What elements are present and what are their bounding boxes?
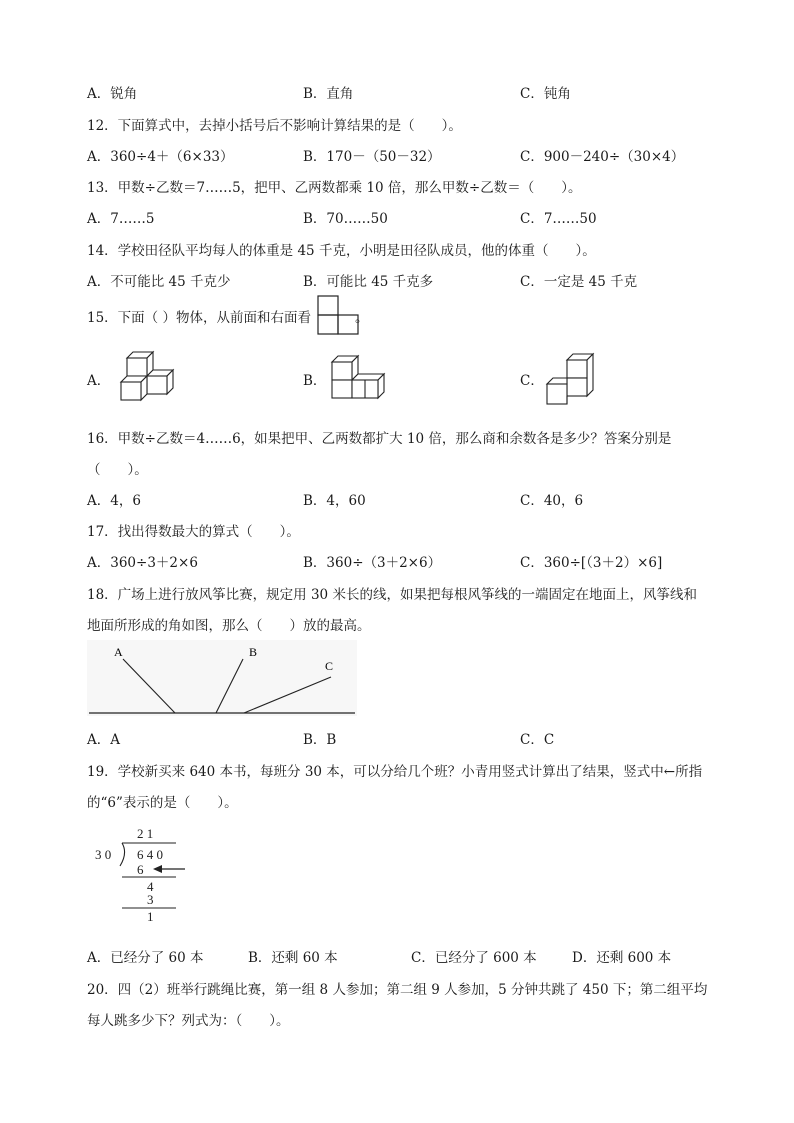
q17-option-a: A．360÷3＋2×6: [87, 555, 198, 571]
q19-stem-line1: 19．学校新买来 640 本书，每班分 30 本，可以分给几个班？小青用竖式计算出了结果，竖式中←所指: [87, 764, 703, 780]
q15-stem-before: 15．下面（ ）物体，从前面和右面看: [87, 310, 311, 326]
q16-option-a: A．4，6: [87, 493, 141, 509]
q13-stem: 13．甲数÷乙数＝7……5，把甲、乙两数都乘 10 倍，那么甲数÷乙数＝（ ）。: [87, 180, 582, 196]
q19-option-a: A．已经分了 60 本: [87, 950, 204, 966]
cube-figure-c: [543, 352, 599, 410]
kite-label-b: B: [249, 645, 258, 659]
q15-option-b: B．: [303, 373, 327, 389]
division-remainder: 1: [147, 909, 154, 924]
q16-stem-line1: 16．甲数÷乙数＝4……6，如果把甲、乙两数都扩大 10 倍，那么商和余数各是多少？答案分别是: [87, 431, 672, 447]
q16-option-c: C．40，6: [520, 493, 584, 509]
q12-stem: 12．下面算式中，去掉小括号后不影响计算结果的是（ ）。: [87, 118, 462, 134]
cube-figure-b: [326, 350, 388, 406]
division-step1: 6: [137, 862, 144, 877]
q13-option-c: C．7……50: [520, 211, 597, 227]
division-step2: 4: [147, 879, 154, 894]
q20-stem-line1: 20．四（2）班举行跳绳比赛，第一组 8 人参加；第二组 9 人参加，5 分钟共跳了 450 下；第二组平均: [87, 982, 708, 998]
kite-label-c: C: [325, 659, 334, 673]
q13-option-a: A．7……5: [87, 211, 155, 227]
kite-angle-figure: [87, 640, 357, 720]
q18-option-a: A．A: [87, 732, 120, 748]
q18-option-b: B．B: [303, 732, 337, 748]
q12-option-a: A．360÷4＋（6×33）: [87, 149, 234, 165]
long-division-figure: [90, 822, 190, 926]
q18-stem-line2: 地面所形成的角如图，那么（ ）放的最高。: [87, 618, 371, 634]
kite-label-a: A: [114, 645, 123, 659]
q16-stem-line2: （ ）。: [87, 462, 148, 478]
q18-option-c: C．C: [520, 732, 555, 748]
q14-option-b: B．可能比 45 千克多: [303, 274, 434, 290]
q14-stem: 14．学校田径队平均每人的体重是 45 千克，小明是田径队成员，他的体重（ ）。: [87, 243, 596, 259]
q17-stem: 17．找出得数最大的算式（ ）。: [87, 524, 300, 540]
q17-option-c: C．360÷[（3＋2）×6]: [520, 555, 663, 571]
q14-option-a: A．不可能比 45 千克少: [87, 274, 231, 290]
q18-stem-line1: 18．广场上进行放风筝比赛，规定用 30 米长的线，如果把每根风筝线的一端固定在地面上，风筝线和: [87, 587, 697, 603]
q19-option-b: B．还剩 60 本: [248, 950, 338, 966]
q20-stem-line2: 每人跳多少下？列式为：（ ）。: [87, 1013, 290, 1029]
q11-option-b: B．直角: [303, 86, 354, 102]
q16-option-b: B．4，60: [303, 493, 366, 509]
q12-option-c: C．900－240÷（30×4）: [520, 149, 685, 165]
q11-option-a: A．锐角: [87, 86, 138, 102]
q15-option-a: A．: [87, 373, 111, 389]
q19-option-c: C．已经分了 600 本: [411, 950, 537, 966]
q15-option-c: C．: [520, 373, 544, 389]
cube-figure-a: [115, 348, 177, 406]
q17-option-b: B．360÷（3＋2×6）: [303, 555, 442, 571]
q11-option-c: C．钝角: [520, 86, 571, 102]
division-quotient: 2 1: [137, 826, 154, 841]
division-step3: 3: [147, 892, 154, 907]
view-shape-figure: [317, 295, 361, 335]
q15-stem-after: 。: [354, 310, 369, 326]
q14-option-c: C．一定是 45 千克: [520, 274, 638, 290]
division-divisor: 3 0: [95, 847, 112, 862]
q19-stem-line2: 的“6”表示的是（ ）。: [87, 795, 238, 811]
q12-option-b: B．170－（50－32）: [303, 149, 441, 165]
arrow-left-icon: [153, 865, 185, 873]
q19-option-d: D．还剩 600 本: [572, 950, 672, 966]
q13-option-b: B．70……50: [303, 211, 388, 227]
division-dividend: 6 4 0: [137, 847, 163, 862]
